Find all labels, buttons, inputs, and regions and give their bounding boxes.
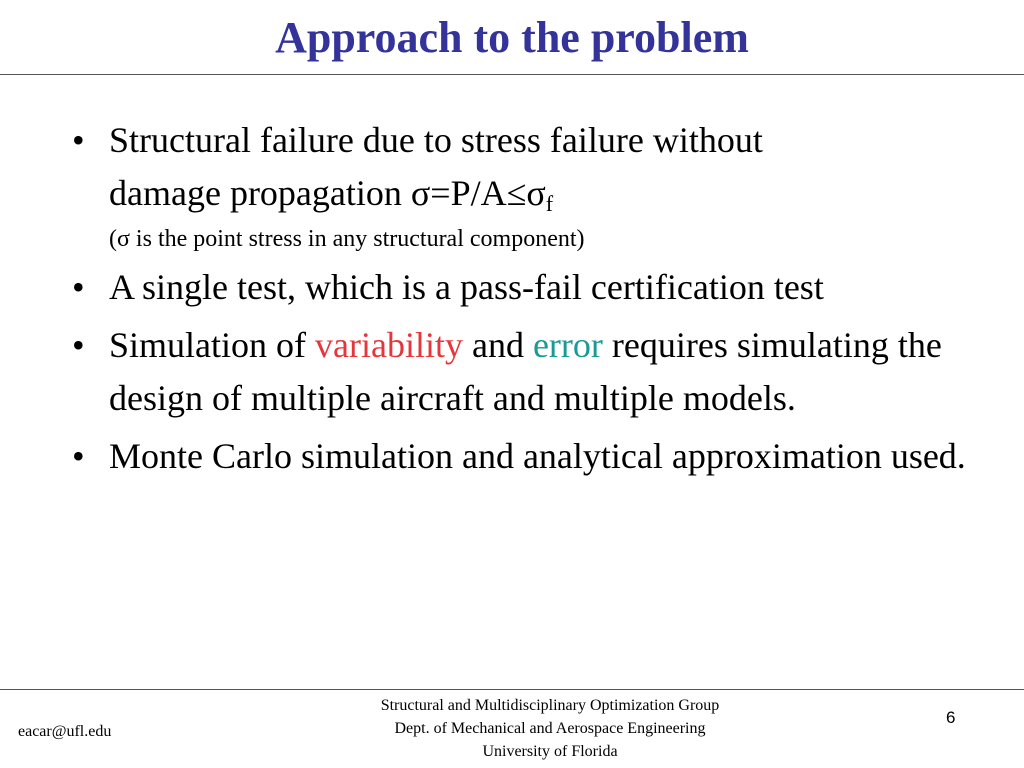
footer-divider (0, 689, 1024, 690)
footer-organization (300, 694, 800, 763)
error-highlight: error (532, 325, 603, 365)
bullet-text-prefix: Simulation of (109, 325, 315, 365)
bullet-text: Structural failure due to stress failure without (109, 120, 763, 160)
footer-org-line: Dept. of Mechanical and Aerospace Engineering (394, 720, 706, 737)
bullet-marker: • (72, 267, 85, 307)
bullet-text-suffix: requires simulating the design of multiple aircraft and multiple models. (109, 325, 942, 418)
footer-org-line: University of Florida (482, 743, 618, 760)
footer-org-line: Structural and Multidisciplinary Optimization Group (380, 697, 720, 714)
bullet-item-single-test (72, 261, 972, 314)
bullet-list (72, 114, 972, 488)
bullet-marker: • (72, 325, 85, 365)
title-divider (0, 74, 1024, 75)
bullet-text: A single test, which is a pass-fail certification test (109, 267, 824, 307)
variability-highlight: variability (315, 325, 463, 365)
slide-title: Approach to the problem (275, 13, 749, 62)
bullet-item-structural-failure (72, 114, 972, 256)
bullet-item-simulation (72, 319, 972, 425)
footer-email: eacar@ufl.edu (18, 723, 112, 740)
page-number: 6 (946, 708, 956, 727)
bullet-text-continued: damage propagation (109, 173, 411, 213)
bullet-marker: • (72, 120, 85, 160)
formula-subscript: f (545, 191, 554, 216)
bullet-text-mid: and (462, 325, 533, 365)
bullet-text: Monte Carlo simulation and analytical approximation used. (109, 436, 966, 476)
bullet-marker: • (72, 436, 85, 476)
stress-formula: $\sigma=P/A\le\sigma_f$ (410, 173, 554, 216)
stress-note: (σ is the point stress in any structural component) (109, 226, 585, 252)
bullet-item-monte-carlo (72, 430, 972, 483)
